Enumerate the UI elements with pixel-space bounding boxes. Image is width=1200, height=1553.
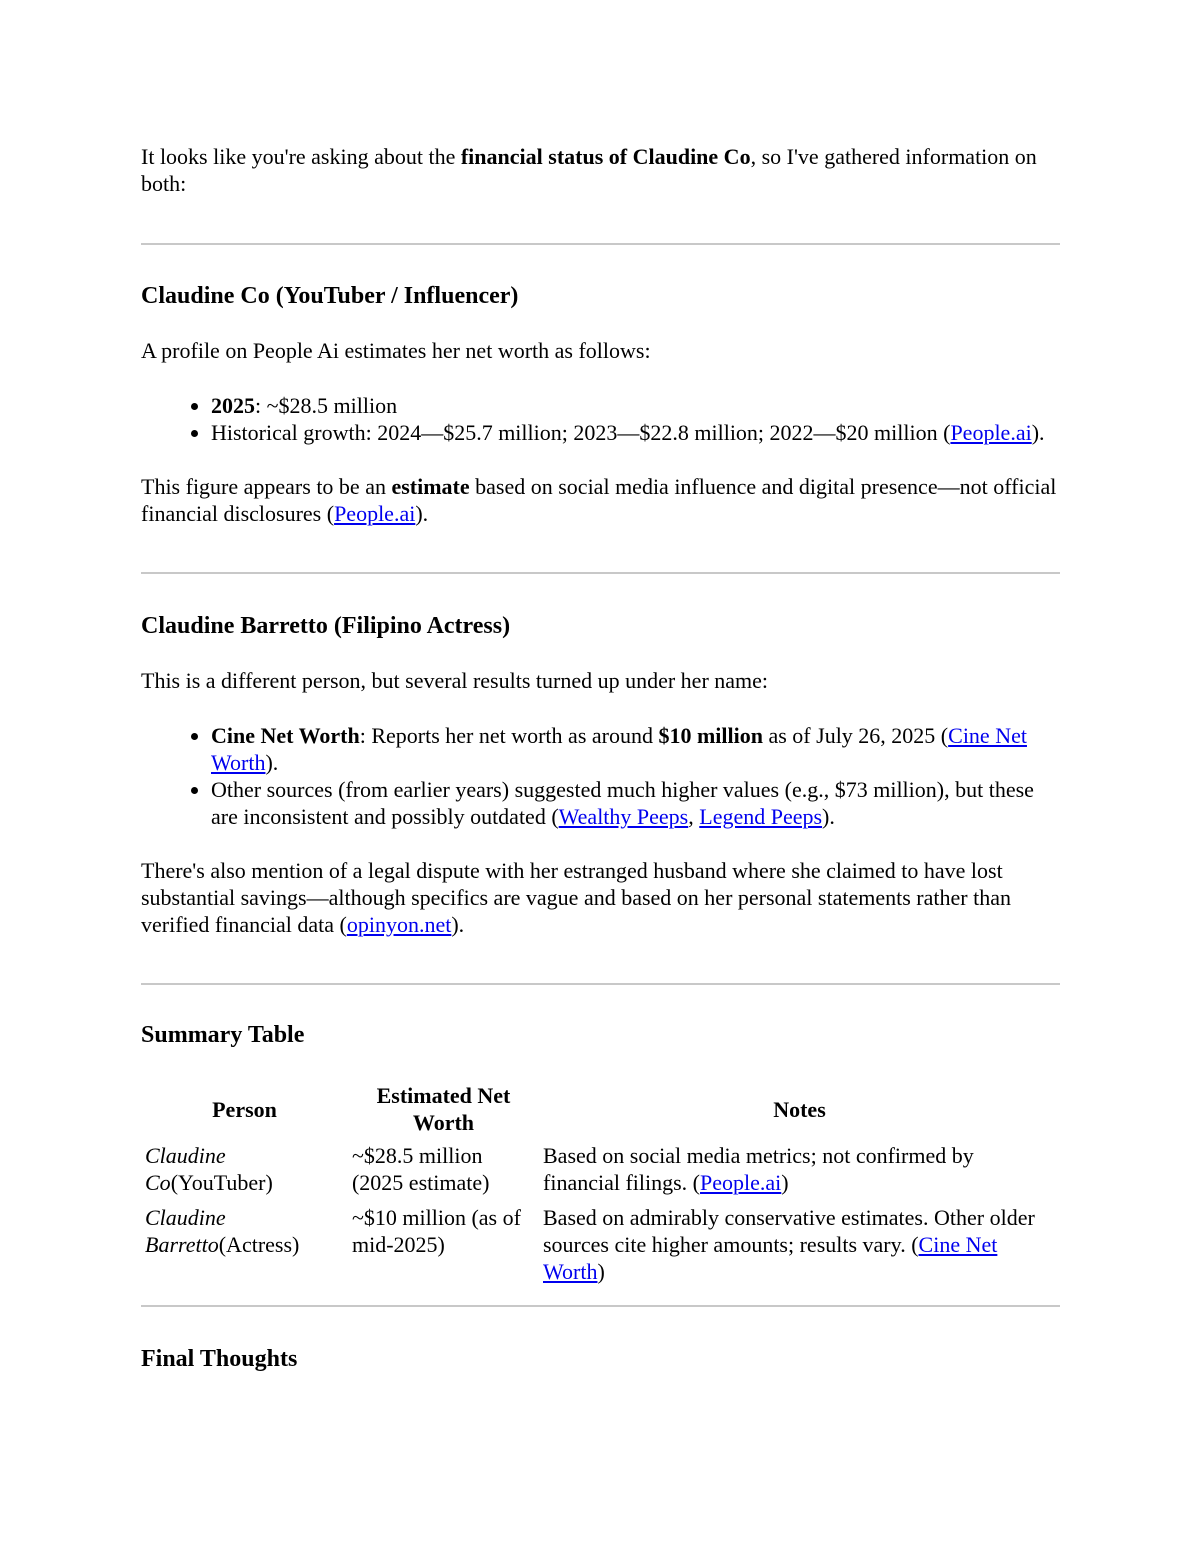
bullet-text: : Reports her net worth as around xyxy=(359,723,659,748)
column-header-person: Person xyxy=(212,1096,277,1122)
source-link-people-ai[interactable]: People.ai xyxy=(700,1170,782,1195)
column-header-notes: Notes xyxy=(773,1096,826,1122)
cell-person xyxy=(141,1142,348,1204)
divider xyxy=(141,243,1060,245)
list-item xyxy=(211,722,1060,776)
divider xyxy=(141,983,1060,985)
bullet-list xyxy=(141,722,1060,830)
list-item xyxy=(211,392,1060,419)
bullet-text-end: ). xyxy=(265,750,279,775)
divider xyxy=(141,572,1060,574)
divider xyxy=(141,1305,1060,1307)
bullet-text: as of July 26, 2025 ( xyxy=(762,723,949,748)
section-heading-summary-table: Summary Table xyxy=(141,1022,305,1048)
para-text: based on social media influence and digital presence—not official financial disclosures ( xyxy=(141,474,1057,526)
person-name: Claudine Co xyxy=(145,1143,226,1195)
bullet-separator: , xyxy=(688,804,700,829)
bullet-bold: Cine Net Worth xyxy=(211,723,360,748)
source-link-people-ai[interactable]: People.ai xyxy=(950,420,1032,445)
cell-net-worth: ~$28.5 million (2025 estimate) xyxy=(351,1143,490,1195)
notes-text: Based on admirably conservative estimates. Other older sources cite higher amounts; results vary. ( xyxy=(543,1205,1035,1257)
source-link-opinyon[interactable]: opinyon.net xyxy=(346,912,452,937)
table-header-row xyxy=(141,1082,1060,1142)
source-link-legend-peeps[interactable]: Legend Peeps xyxy=(699,804,823,829)
table-row xyxy=(141,1204,1060,1293)
bullet-bold: 2025 xyxy=(211,393,255,418)
list-item xyxy=(211,419,1060,446)
notes-text-end: ) xyxy=(781,1170,789,1195)
para-bold: estimate xyxy=(391,474,470,499)
notes-text-end: ) xyxy=(597,1259,605,1284)
para-text-end: ). xyxy=(451,912,465,937)
column-header-net-worth: Estimated Net Worth xyxy=(376,1083,511,1135)
intro-text-end: , so I've gathered information on both: xyxy=(141,144,1037,196)
source-link-wealthy-peeps[interactable]: Wealthy Peeps xyxy=(558,804,689,829)
bullet-bold: $10 million xyxy=(658,723,763,748)
bullet-text-end: ). xyxy=(1031,420,1045,445)
summary-table xyxy=(141,1082,1060,1293)
bullet-text: Historical growth: 2024—$25.7 million; 2023—$22.8 million; 2022—$20 million ( xyxy=(211,420,951,445)
bullet-text-end: ). xyxy=(822,804,835,829)
person-role: (Actress) xyxy=(218,1232,300,1257)
cell-notes xyxy=(539,1142,1060,1204)
body-paragraph xyxy=(141,473,1060,527)
bullet-list xyxy=(141,392,1060,446)
bullet-text: Other sources (from earlier years) suggested much higher values (e.g., $73 million), but these are inconsistent and possibly outdated ( xyxy=(211,777,1034,829)
cell-person xyxy=(141,1204,348,1293)
intro-text: It looks like you're asking about the xyxy=(141,144,461,169)
person-name: Claudine Barretto xyxy=(145,1205,226,1257)
intro-paragraph xyxy=(141,143,1060,197)
para-text: This figure appears to be an xyxy=(141,474,392,499)
source-link-people-ai[interactable]: People.ai xyxy=(334,501,416,526)
document-content xyxy=(141,143,1060,1374)
section-lead: A profile on People Ai estimates her net worth as follows: xyxy=(141,338,651,363)
intro-bold: financial status of Claudine Co xyxy=(460,144,751,169)
bullet-text: : ~$28.5 million xyxy=(255,393,398,418)
body-paragraph xyxy=(141,857,1060,938)
section-heading-claudine-co: Claudine Co (YouTuber / Influencer) xyxy=(141,283,519,309)
section-heading-claudine-barretto: Claudine Barretto (Filipino Actress) xyxy=(141,613,511,639)
source-link-cine-net-worth[interactable]: Cine Net Worth xyxy=(543,1232,998,1284)
para-text: There's also mention of a legal dispute with her estranged husband where she claimed to have lost substantial savings—although specifics are vague and based on her personal statements rather than verified financial data ( xyxy=(141,858,1011,937)
cell-notes xyxy=(539,1204,1060,1293)
table-row xyxy=(141,1142,1060,1204)
notes-text: Based on social media metrics; not confirmed by financial filings. ( xyxy=(543,1143,974,1195)
section-lead: This is a different person, but several results turned up under her name: xyxy=(141,668,769,693)
list-item xyxy=(211,776,1060,830)
person-role: (YouTuber) xyxy=(170,1170,273,1195)
section-heading-final-thoughts: Final Thoughts xyxy=(141,1346,298,1372)
source-link-cine-net-worth[interactable]: Cine Net Worth xyxy=(211,723,1027,775)
para-text-end: ). xyxy=(415,501,429,526)
cell-net-worth: ~$10 million (as of mid-2025) xyxy=(351,1205,521,1257)
